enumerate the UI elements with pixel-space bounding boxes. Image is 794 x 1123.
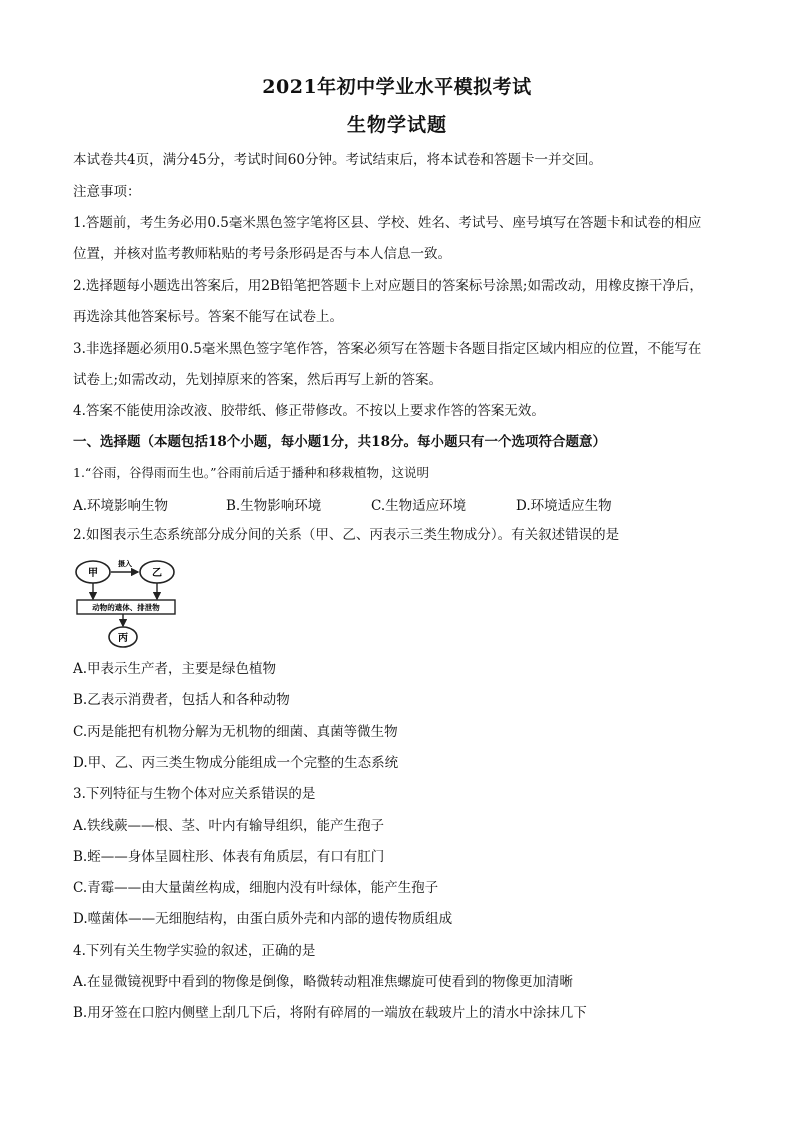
q3-option-b: B.蛭——身体呈圆柱形、体表有角质层，有口有肛门 [73,849,385,865]
q1-option-a: A.环境影响生物 [73,498,169,514]
remains-label: 动物的遗体、排泄物 [92,603,160,612]
note-2: 2.选择题每小题选出答案后，用2B铅笔把答题卡上对应题目的答案标号涂黑;如需改动，用橡皮擦干净后， [73,278,703,294]
q2-option-a: A.甲表示生产者，主要是绿色植物 [73,661,277,677]
page-title: 2021年初中学业水平模拟考试 [262,76,532,98]
q3-option-c: C.青霉——由大量菌丝构成，细胞内没有叶绿体，能产生孢子 [73,880,439,896]
q3-stem: 3.下列特征与生物个体对应关系错误的是 [73,786,316,802]
q1-option-d: D.环境适应生物 [516,498,612,514]
note-1: 1.答题前，考生务必用0.5毫米黑色签字笔将区县、学校、姓名、考试号、座号填写在答题卡和试卷的相应 [73,215,702,231]
q1-option-c: C.生物适应环境 [371,498,467,514]
yi-label: 乙 [152,568,162,579]
q2-stem: 2.如图表示生态系统部分成分间的关系（甲、乙、丙表示三类生物成分）。有关叙述错误的是 [73,527,620,543]
notes-heading: 注意事项： [73,184,141,200]
bing-label: 丙 [118,633,128,644]
q1-stem: 1.“谷雨，谷得雨而生也。”谷雨前后适于播种和移栽植物，这说明 [73,465,429,480]
note-3-cont: 试卷上;如需改动，先划掉原来的答案，然后再写上新的答案。 [73,372,443,388]
q1-option-b: B.生物影响环境 [226,498,322,514]
note-4: 4.答案不能使用涂改液、胶带纸、修正带修改。不按以上要求作答的答案无效。 [73,403,545,419]
intake-label: 摄入 [118,560,132,568]
q4-option-b: B.用牙签在口腔内侧壁上刮几下后，将附有碎屑的一端放在载玻片上的清水中涂抹几下 [73,1005,587,1021]
jia-label: 甲 [88,568,98,579]
q2-option-b: B.乙表示消费者，包括人和各种动物 [73,692,290,708]
ecosystem-diagram [73,556,183,652]
q2-option-c: C.丙是能把有机物分解为无机物的细菌、真菌等微生物 [73,724,398,740]
page-subtitle: 生物学试题 [346,114,447,136]
note-2-cont: 再选涂其他答案标号。答案不能写在试卷上。 [73,309,343,325]
q4-option-a: A.在显微镜视野中看到的物像是倒像，略微转动粗准焦螺旋可使看到的物像更加清晰 [73,974,574,990]
q3-option-a: A.铁线蕨——根、茎、叶内有输导组织，能产生孢子 [73,818,385,834]
q4-stem: 4.下列有关生物学实验的叙述，正确的是 [73,943,316,959]
q2-option-d: D.甲、乙、丙三类生物成分能组成一个完整的生态系统 [73,755,399,771]
q3-option-d: D.噬菌体——无细胞结构，由蛋白质外壳和内部的遗传物质组成 [73,911,453,927]
section-heading: 一、选择题（本题包括18个小题，每小题1分，共18分。每小题只有一个选项符合题意） [73,434,606,450]
note-1-cont: 位置，并核对监考教师粘贴的考号条形码是否与本人信息一致。 [73,246,451,262]
exam-intro: 本试卷共4页，满分45分，考试时间60分钟。考试结束后，将本试卷和答题卡一并交回。 [73,152,602,168]
note-3: 3.非选择题必须用0.5毫米黑色签字笔作答，答案必须写在答题卡各题目指定区域内相应的位置，不能写在 [73,341,702,357]
